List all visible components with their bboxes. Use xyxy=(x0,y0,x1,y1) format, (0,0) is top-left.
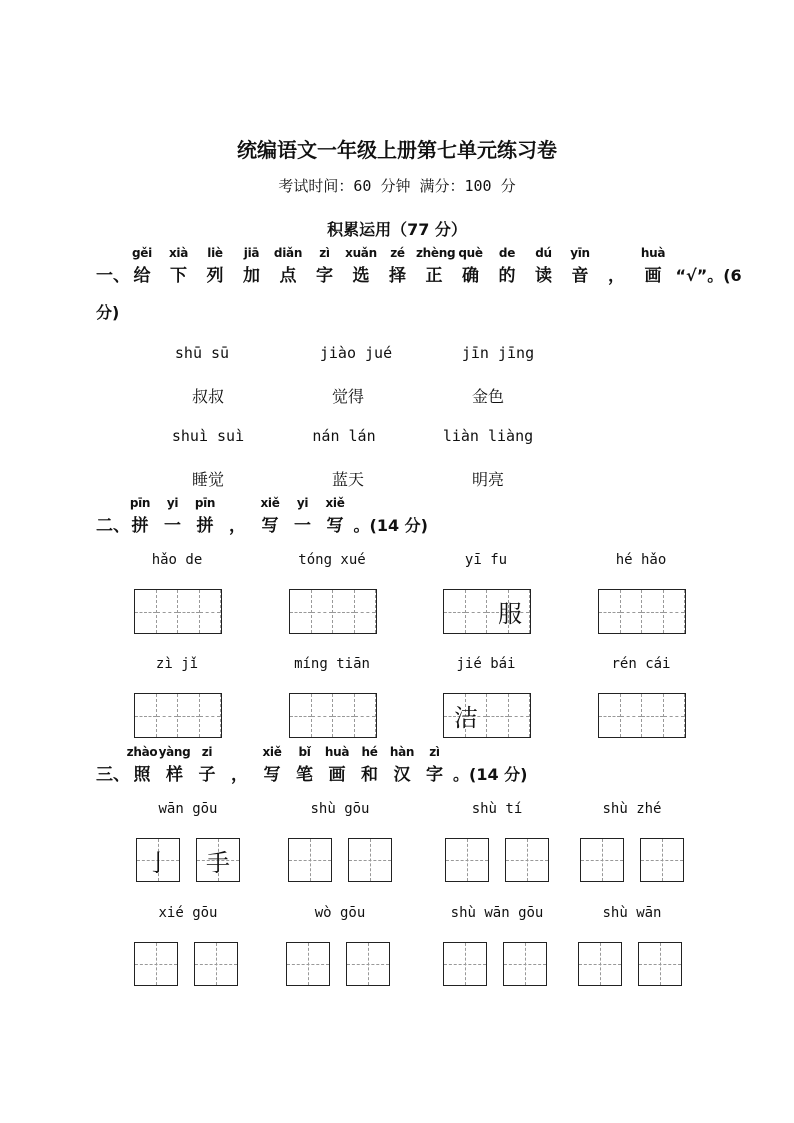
page-title: 统编语文一年级上册第七单元练习卷 xyxy=(237,138,557,162)
stroke-pinyin: shù zhé xyxy=(602,801,662,817)
heading-hanzi: 字 xyxy=(426,765,443,785)
heading-hanzi: ， xyxy=(608,266,625,286)
writing-grid[interactable] xyxy=(289,693,377,738)
heading-char xyxy=(307,246,343,286)
stroke-pinyin: shù wān gōu xyxy=(450,905,544,921)
writing-box[interactable] xyxy=(578,942,622,986)
heading-pinyin: liè xyxy=(207,246,223,260)
heading-hanzi: 加 xyxy=(243,266,260,286)
writing-box[interactable] xyxy=(503,942,547,986)
heading-char xyxy=(380,246,416,286)
heading-hanzi: ， xyxy=(231,765,248,785)
box-char xyxy=(581,839,623,881)
writing-box[interactable] xyxy=(443,942,487,986)
heading-hanzi: 子 xyxy=(198,765,216,785)
heading-char xyxy=(562,246,598,286)
heading-pinyin: huà xyxy=(324,745,350,759)
option-pinyin: liàn liàng xyxy=(442,427,534,445)
heading-pinyin: pīn xyxy=(194,496,216,510)
heading-hanzi: 笔 xyxy=(296,765,313,785)
heading-pinyin: zhào xyxy=(126,745,158,759)
heading-char xyxy=(157,745,193,785)
heading-hanzi: 样 xyxy=(166,765,183,785)
grid-char xyxy=(599,694,643,736)
grid-char xyxy=(599,590,643,632)
heading-char xyxy=(222,759,258,785)
question-number: 二、 xyxy=(96,516,130,536)
heading-char xyxy=(254,745,290,785)
heading-pinyin: xià xyxy=(168,246,189,260)
box-char: 手 xyxy=(206,848,230,877)
writing-box[interactable] xyxy=(288,838,332,882)
heading-pinyin: gěi xyxy=(132,246,152,260)
question-1-heading xyxy=(96,236,742,286)
word-pinyin: rén cái xyxy=(611,656,671,672)
heading-char xyxy=(197,246,233,286)
writing-grid[interactable] xyxy=(134,589,222,634)
heading-hanzi: 写 xyxy=(263,765,281,785)
writing-box[interactable] xyxy=(346,942,390,986)
writing-box[interactable] xyxy=(638,942,682,986)
heading-pinyin: zì xyxy=(429,745,440,759)
grid-char xyxy=(179,590,223,632)
heading-hanzi: 画 xyxy=(328,765,346,785)
heading-pinyin: huà xyxy=(640,246,666,260)
heading-hanzi: 音 xyxy=(571,266,589,286)
word-pinyin: míng tiān xyxy=(294,656,370,672)
writing-grid[interactable] xyxy=(598,693,686,738)
writing-box[interactable] xyxy=(445,838,489,882)
heading-pinyin: zhèng xyxy=(416,246,456,260)
option-pinyin: nán lán xyxy=(312,427,376,445)
stroke-pinyin: shù gōu xyxy=(310,801,370,817)
heading-pinyin: hàn xyxy=(389,745,415,759)
heading-hanzi: ， xyxy=(229,516,246,536)
box-char xyxy=(446,839,488,881)
heading-pinyin: xiě xyxy=(262,745,282,759)
option-pinyin: jiào jué xyxy=(319,344,393,362)
heading-char xyxy=(287,745,323,785)
box-char xyxy=(506,839,548,881)
heading-char xyxy=(161,246,197,286)
stroke-pinyin: shù wān xyxy=(602,905,662,921)
heading-char xyxy=(189,745,225,785)
question-number: 一、 xyxy=(96,266,130,286)
box-char xyxy=(579,943,621,985)
writing-grid[interactable] xyxy=(443,589,531,634)
writing-box[interactable] xyxy=(505,838,549,882)
heading-pinyin: què xyxy=(458,246,483,260)
grid-char xyxy=(135,590,179,632)
heading-hanzi: 择 xyxy=(389,266,406,286)
word-pinyin: hǎo de xyxy=(151,552,203,568)
box-char xyxy=(195,943,237,985)
stroke-pinyin: xié gōu xyxy=(158,905,218,921)
heading-pinyin: yi xyxy=(296,496,309,510)
heading-hanzi: 点 xyxy=(279,266,297,286)
heading-char xyxy=(234,246,270,286)
grid-char: 服 xyxy=(498,599,522,628)
heading-char xyxy=(317,496,353,536)
heading-char xyxy=(343,246,379,286)
writing-box[interactable] xyxy=(580,838,624,882)
grid-char: 洁 xyxy=(454,703,478,732)
writing-grid[interactable] xyxy=(598,589,686,634)
word-pinyin: jié bái xyxy=(456,656,516,672)
heading-char xyxy=(416,246,456,286)
heading-pinyin: zé xyxy=(390,246,405,260)
heading-pinyin: jiā xyxy=(243,246,260,260)
grid-char xyxy=(290,694,334,736)
option-word: 明亮 xyxy=(471,470,504,489)
question-points: 。(14 分) xyxy=(353,516,428,535)
writing-grid[interactable] xyxy=(443,693,531,738)
heading-char xyxy=(124,246,160,286)
word-pinyin: hé hǎo xyxy=(615,552,667,568)
heading-pinyin: xuǎn xyxy=(345,246,377,260)
heading-hanzi: 正 xyxy=(425,266,443,286)
question-2-heading xyxy=(96,486,496,536)
box-char xyxy=(504,943,546,985)
heading-char xyxy=(319,745,355,785)
heading-char xyxy=(122,496,158,536)
option-word: 睡觉 xyxy=(191,470,224,489)
writing-box[interactable] xyxy=(136,838,180,882)
option-pinyin: jīn jīng xyxy=(461,344,535,362)
heading-char xyxy=(187,496,223,536)
question-3-heading xyxy=(96,735,596,785)
option-word: 叔叔 xyxy=(191,387,224,406)
heading-hanzi: 照 xyxy=(133,765,151,785)
word-pinyin: tóng xué xyxy=(298,552,366,568)
heading-pinyin: zi xyxy=(201,745,213,759)
heading-char xyxy=(417,745,453,785)
question-points: 。(14 分) xyxy=(453,765,528,784)
writing-box[interactable] xyxy=(194,942,238,986)
box-char xyxy=(347,943,389,985)
grid-char xyxy=(179,694,223,736)
heading-pinyin: dú xyxy=(535,246,552,260)
heading-char xyxy=(384,745,420,785)
heading-char xyxy=(270,246,306,286)
question-points: “√”。(6 xyxy=(675,266,742,285)
heading-hanzi: 一 xyxy=(164,516,181,536)
box-char xyxy=(641,839,683,881)
heading-hanzi: 拼 xyxy=(196,516,214,536)
stroke-pinyin: wān gōu xyxy=(158,801,218,817)
box-char xyxy=(444,943,486,985)
writing-box[interactable] xyxy=(348,838,392,882)
box-char xyxy=(639,943,681,985)
heading-hanzi: 列 xyxy=(206,266,224,286)
exam-info: 考试时间：60 分钟 满分：100 分 xyxy=(278,177,516,195)
heading-pinyin: xiě xyxy=(260,496,280,510)
question-number: 三、 xyxy=(96,765,130,785)
box-char xyxy=(349,839,391,881)
writing-grid[interactable] xyxy=(289,589,377,634)
writing-box[interactable] xyxy=(286,942,330,986)
heading-char xyxy=(252,496,288,536)
option-pinyin: shū sū xyxy=(174,344,230,362)
writing-box[interactable] xyxy=(134,942,178,986)
heading-char xyxy=(635,246,671,286)
heading-pinyin: xiě xyxy=(325,496,345,510)
heading-char xyxy=(352,745,388,785)
box-char xyxy=(289,839,331,881)
heading-pinyin: bǐ xyxy=(298,745,311,759)
box-char xyxy=(287,943,329,985)
heading-hanzi: 写 xyxy=(326,516,344,536)
stroke-pinyin: shù tí xyxy=(471,801,523,817)
heading-char xyxy=(124,745,160,785)
stroke-pinyin: wò gōu xyxy=(314,905,366,921)
option-word: 觉得 xyxy=(331,387,364,406)
heading-hanzi: 和 xyxy=(361,765,378,785)
heading-char xyxy=(220,510,256,536)
grid-char xyxy=(290,590,334,632)
heading-char xyxy=(155,496,191,536)
heading-pinyin: yi xyxy=(166,496,179,510)
heading-pinyin: pīn xyxy=(129,496,151,510)
box-char xyxy=(135,943,177,985)
grid-char xyxy=(135,694,179,736)
option-word: 蓝天 xyxy=(331,470,364,489)
grid-char xyxy=(643,590,687,632)
heading-pinyin: hé xyxy=(361,745,378,759)
heading-hanzi: 确 xyxy=(462,266,479,286)
heading-hanzi: 一 xyxy=(294,516,311,536)
option-word: 金色 xyxy=(471,387,504,406)
heading-hanzi: 选 xyxy=(352,266,370,286)
heading-char xyxy=(453,246,489,286)
writing-box[interactable] xyxy=(196,838,240,882)
writing-grid[interactable] xyxy=(134,693,222,738)
heading-pinyin: zì xyxy=(319,246,330,260)
writing-box[interactable] xyxy=(640,838,684,882)
heading-hanzi: 画 xyxy=(644,266,662,286)
heading-char xyxy=(489,246,525,286)
grid-char xyxy=(334,590,378,632)
heading-char xyxy=(599,260,635,286)
section-heading: 积累运用（77 分） xyxy=(327,220,467,239)
heading-char xyxy=(526,246,562,286)
heading-pinyin: yàng xyxy=(158,745,191,759)
grid-char xyxy=(444,590,488,632)
grid-char xyxy=(488,694,532,736)
heading-char xyxy=(285,496,321,536)
heading-hanzi: 读 xyxy=(535,266,552,286)
heading-hanzi: 下 xyxy=(170,266,187,286)
option-pinyin: shuì suì xyxy=(171,427,245,445)
grid-char xyxy=(643,694,687,736)
heading-hanzi: 的 xyxy=(498,266,516,286)
question-1-wrap: 分) xyxy=(96,303,120,322)
heading-pinyin: yīn xyxy=(570,246,590,260)
word-pinyin: zì jǐ xyxy=(155,656,199,672)
heading-hanzi: 拼 xyxy=(131,516,149,536)
heading-pinyin: diǎn xyxy=(273,246,303,260)
heading-hanzi: 给 xyxy=(133,266,151,286)
box-char: 亅 xyxy=(146,848,170,877)
heading-hanzi: 汉 xyxy=(393,765,411,785)
heading-hanzi: 字 xyxy=(316,266,333,286)
word-pinyin: yī fu xyxy=(464,552,508,568)
heading-pinyin: de xyxy=(498,246,516,260)
heading-hanzi: 写 xyxy=(261,516,279,536)
grid-char xyxy=(334,694,378,736)
